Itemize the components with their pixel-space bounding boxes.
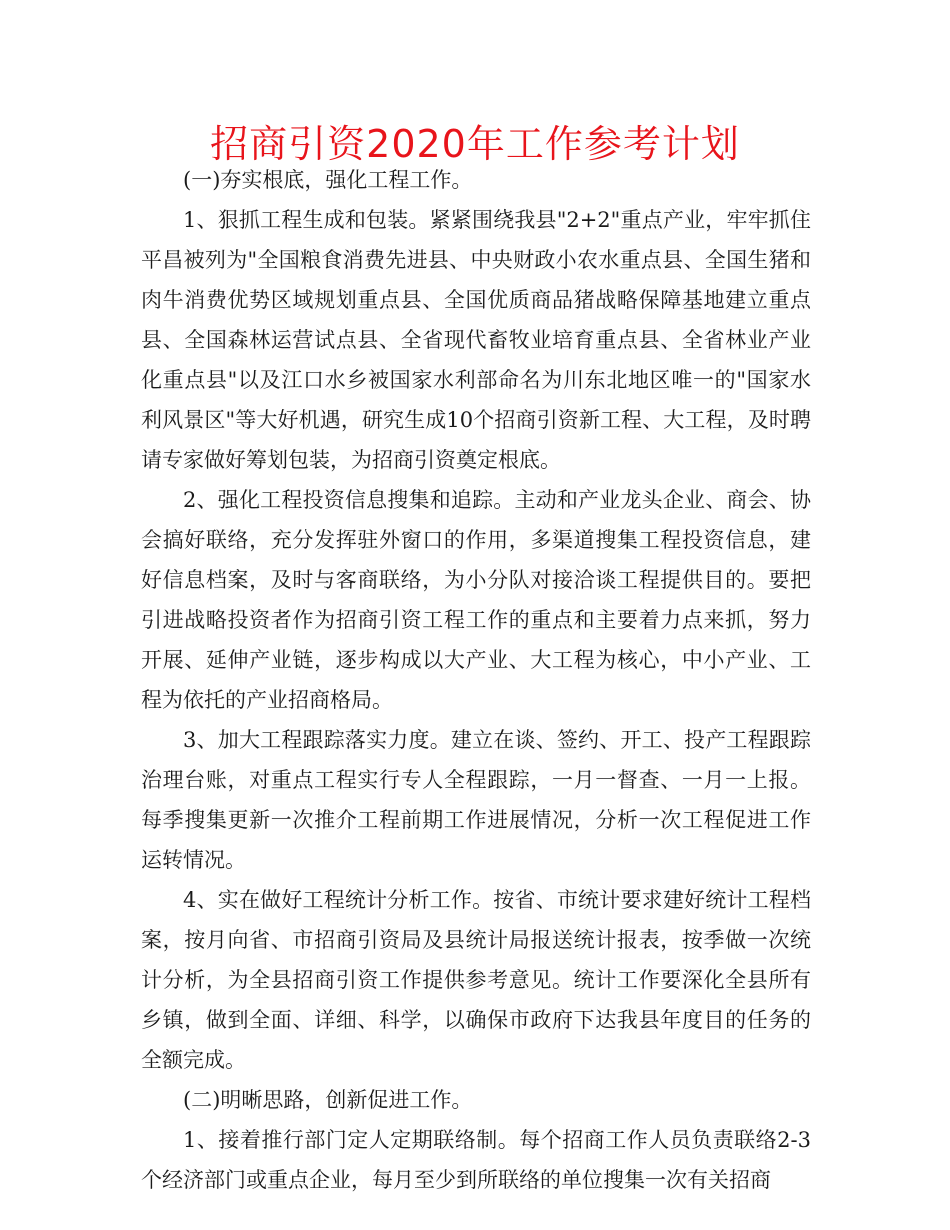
document-title: 招商引资2020年工作参考计划 <box>210 122 740 166</box>
document-body <box>141 160 811 1200</box>
paragraph-section-1-heading: (一)夯实根底，强化工程工作。 <box>183 168 473 192</box>
paragraph-item-1-2: 2、强化工程投资信息搜集和追踪。主动和产业龙头企业、商会、协会搞好联络，充分发挥驻外窗口的作用，多渠道搜集工程投资信息，建好信息档案，及时与客商联络，为小分队对接洽谈工程提供目的。要把引进战略投资者作为招商引资工程工作的重点和主要着力点来抓，努力开展、延伸产业链，逐步构成以大产业、大工程为核心，中小产业、工程为依托的产业招商格局。 <box>141 488 811 712</box>
paragraph-item-1-3: 3、加大工程跟踪落实力度。建立在谈、签约、开工、投产工程跟踪治理台账，对重点工程实行专人全程跟踪，一月一督查、一月一上报。每季搜集更新一次推介工程前期工作进展情况，分析一次工程促进工作运转情况。 <box>141 728 811 872</box>
paragraph-section-2-heading: (二)明晰思路，创新促进工作。 <box>183 1088 473 1112</box>
paragraph-item-1-4: 4、实在做好工程统计分析工作。按省、市统计要求建好统计工程档案，按月向省、市招商引资局及县统计局报送统计报表，按季做一次统计分析，为全县招商引资工作提供参考意见。统计工作要深化全县所有乡镇，做到全面、详细、科学，以确保市政府下达我县年度目的任务的全额完成。 <box>141 888 811 1072</box>
paragraph-item-2-1: 1、接着推行部门定人定期联络制。每个招商工作人员负责联络2-3个经济部门或重点企业，每月至少到所联络的单位搜集一次有关招商 <box>141 1128 811 1192</box>
paragraph-item-1-1: 1、狠抓工程生成和包装。紧紧围绕我县"2+2"重点产业，牢牢抓住平昌被列为"全国粮食消费先进县、中央财政小农水重点县、全国生猪和肉牛消费优势区域规划重点县、全国优质商品猪战略保障基地建立重点县、全国森林运营试点县、全省现代畜牧业培育重点县、全省林业产业化重点县"以及江口水乡被国家水利部命名为川东北地区唯一的"国家水利风景区"等大好机遇，研究生成10个招商引资新工程、大工程，及时聘请专家做好筹划包装，为招商引资奠定根底。 <box>141 208 811 472</box>
